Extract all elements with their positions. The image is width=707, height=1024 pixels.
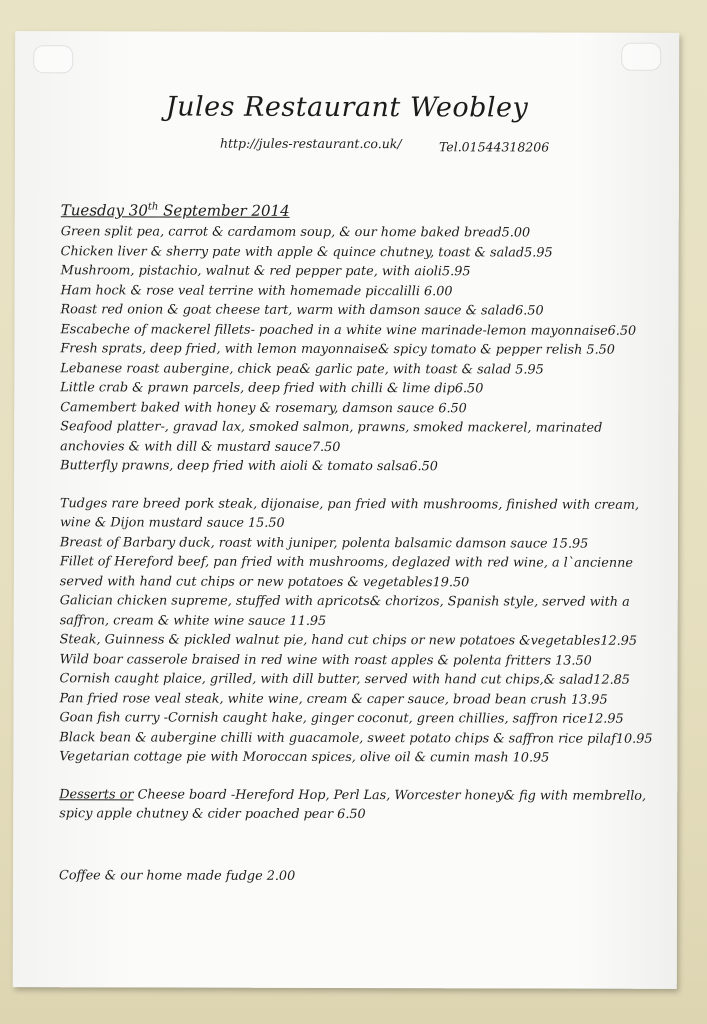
mains-list bbox=[59, 494, 660, 769]
section-gap bbox=[59, 824, 659, 868]
menu-item: Cornish caught plaice, grilled, with dill butter, served with hand cut chips,& salad12.85 bbox=[59, 671, 630, 688]
coffee-item: Coffee & our home made fudge 2.00 bbox=[59, 867, 296, 884]
menu-content bbox=[59, 201, 661, 887]
menu-item: Steak, Guinness & pickled walnut pie, hand cut chips or new potatoes &vegetables12.95 bbox=[59, 632, 638, 649]
menu-item: Ham hock & rose veal terrine with homemade piccalilli 6.00 bbox=[60, 282, 453, 299]
menu-item: Pan fried rose veal steak, white wine, cream & caper sauce, broad bean crush 13.95 bbox=[59, 690, 608, 708]
menu-item: Roast red onion & goat cheese tart, warm with damson sauce & salad6.50 bbox=[60, 302, 544, 319]
desserts-line: Desserts or Cheese board -Hereford Hop, Perl Las, Worcester honey& fig with membrello, bbox=[59, 786, 647, 804]
desserts-label: Desserts or bbox=[59, 786, 134, 802]
menu-item: wine & Dijon mustard sauce 15.50 bbox=[59, 515, 285, 531]
menu-item: Fresh sprats, deep fried, with lemon mayonnaise& spicy tomato & pepper relish 5.50 bbox=[60, 341, 615, 358]
section-gap bbox=[60, 476, 660, 496]
starters-list bbox=[60, 222, 661, 477]
menu-item: Escabeche of mackerel fillets- poached in a white wine marinade-lemon mayonnaise6.50 bbox=[60, 321, 637, 339]
menu-item: Breast of Barbary duck, roast with juniper, polenta balsamic damson sauce 15.95 bbox=[59, 534, 589, 552]
menu-item: Black bean & aubergine chilli with guacamole, sweet potato chips & saffron rice pilaf10.95 bbox=[59, 729, 653, 747]
menu-item: Green split pea, carrot & cardamom soup, & our home baked bread5.00 bbox=[60, 224, 531, 241]
menu-item: Little crab & prawn parcels, deep fried with chilli & lime dip6.50 bbox=[60, 380, 484, 397]
menu-item: Goan fish curry -Cornish caught hake, ginger coconut, green chillies, saffron rice12.95 bbox=[59, 710, 624, 727]
desserts-line: spicy apple chutney & cider poached pear 6.50 bbox=[59, 806, 366, 823]
menu-item: Mushroom, pistachio, walnut & red pepper pate, with aioli5.95 bbox=[60, 263, 471, 280]
menu-item: saffron, cream & white wine sauce 11.95 bbox=[59, 612, 327, 629]
menu-item: Fillet of Hereford beef, pan fried with mushrooms, deglazed with red wine, a l`ancienne bbox=[59, 554, 633, 571]
menu-item: anchovies & with dill & mustard sauce7.50 bbox=[60, 438, 341, 455]
menu-item: Camembert baked with honey & rosemary, damson sauce 6.50 bbox=[60, 399, 467, 416]
menu-sheet bbox=[13, 31, 680, 989]
menu-item: Wild boar casserole braised in red wine with roast apples & polenta fritters 13.50 bbox=[59, 651, 592, 669]
menu-item: Vegetarian cottage pie with Moroccan spices, olive oil & cumin mash 10.95 bbox=[59, 749, 550, 766]
restaurant-title: Jules Restaurant Weobley bbox=[165, 91, 529, 124]
menu-item: Lebanese roast aubergine, chick pea& garlic pate, with toast & salad 5.95 bbox=[60, 360, 544, 378]
menu-date: Tuesday 30th September 2014 bbox=[60, 201, 290, 220]
menu-item: Butterfly prawns, deep fried with aioli & tomato salsa6.50 bbox=[60, 458, 438, 475]
menu-item: Tudges rare breed pork steak, dijonaise, pan fried with mushrooms, finished with cream, bbox=[59, 495, 640, 513]
desserts-section bbox=[59, 785, 659, 826]
menu-item: Chicken liver & sherry pate with apple & quince chutney, toast & salad5.95 bbox=[60, 243, 553, 261]
website-url: http://jules-restaurant.co.uk/ bbox=[219, 135, 402, 152]
menu-item: Seafood platter-, gravad lax, smoked salmon, prawns, smoked mackerel, marinated bbox=[60, 419, 603, 436]
menu-item: Galician chicken supreme, stuffed with apricots& chorizos, Spanish style, served with a bbox=[59, 593, 630, 610]
tape-left bbox=[33, 45, 73, 73]
phone-number: Tel.01544318206 bbox=[438, 139, 550, 155]
menu-item: served with hand cut chips or new potatoes & vegetables19.50 bbox=[59, 573, 470, 590]
tape-right bbox=[621, 43, 661, 71]
section-gap bbox=[59, 767, 659, 787]
